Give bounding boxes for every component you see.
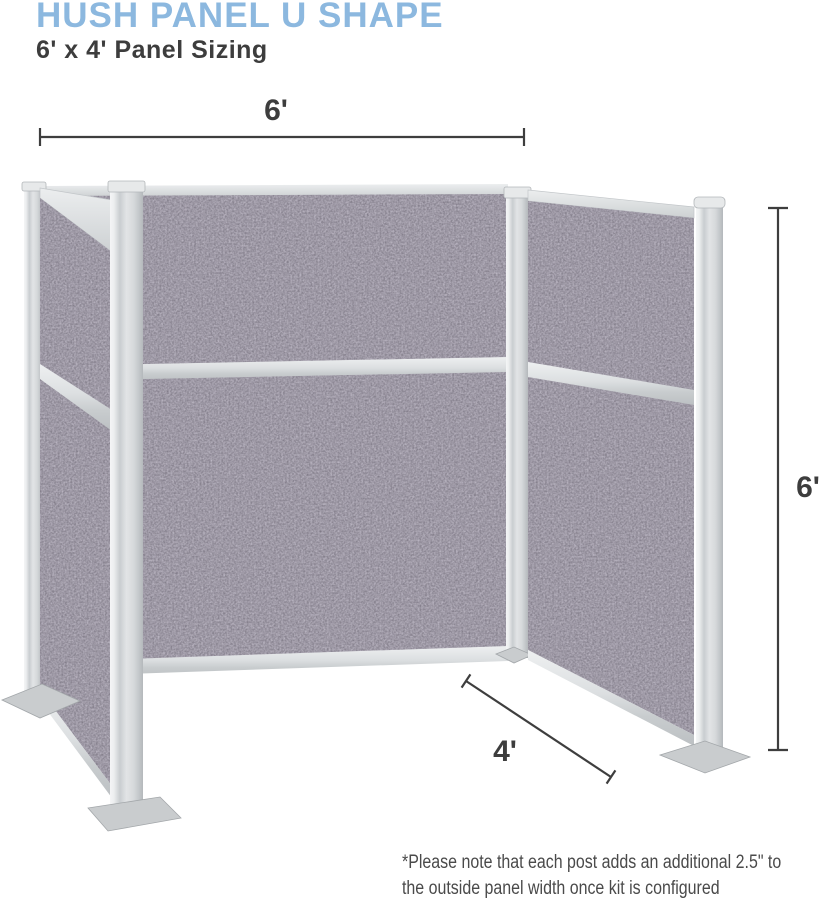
depth-dimension-line [466,681,611,777]
front-right-post-foot [660,741,750,773]
footnote-line-2: the outside panel width once kit is configured [402,878,720,899]
height-dimension-label: 6' [796,471,820,504]
front-left-post [108,181,145,825]
footnote [402,850,781,900]
footnote-line-1: *Please note that each post adds an additional 2.5" to [402,852,782,873]
right-wing-panel [528,190,694,746]
back-right-post-body [506,192,528,658]
width-dimension [40,128,524,146]
front-right-post [694,197,725,760]
front-right-post-body [696,202,723,760]
page-title: HUSH PANEL U SHAPE [36,0,444,35]
depth-dimension-tick-bottom [607,770,616,783]
right-wing-fabric [528,201,694,735]
page-subtitle: 6' x 4' Panel Sizing [36,36,268,64]
front-left-post-foot [88,797,181,831]
depth-dimension-tick-top [462,674,471,687]
front-right-post-cap [694,197,725,208]
width-dimension-label: 6' [264,94,288,127]
back-right-post-cap [504,187,531,198]
front-left-post-cap [108,181,145,192]
height-dimension [768,208,788,750]
back-left-post-body [24,186,42,700]
front-left-post-body [110,185,143,825]
depth-dimension-label: 4' [493,735,517,768]
